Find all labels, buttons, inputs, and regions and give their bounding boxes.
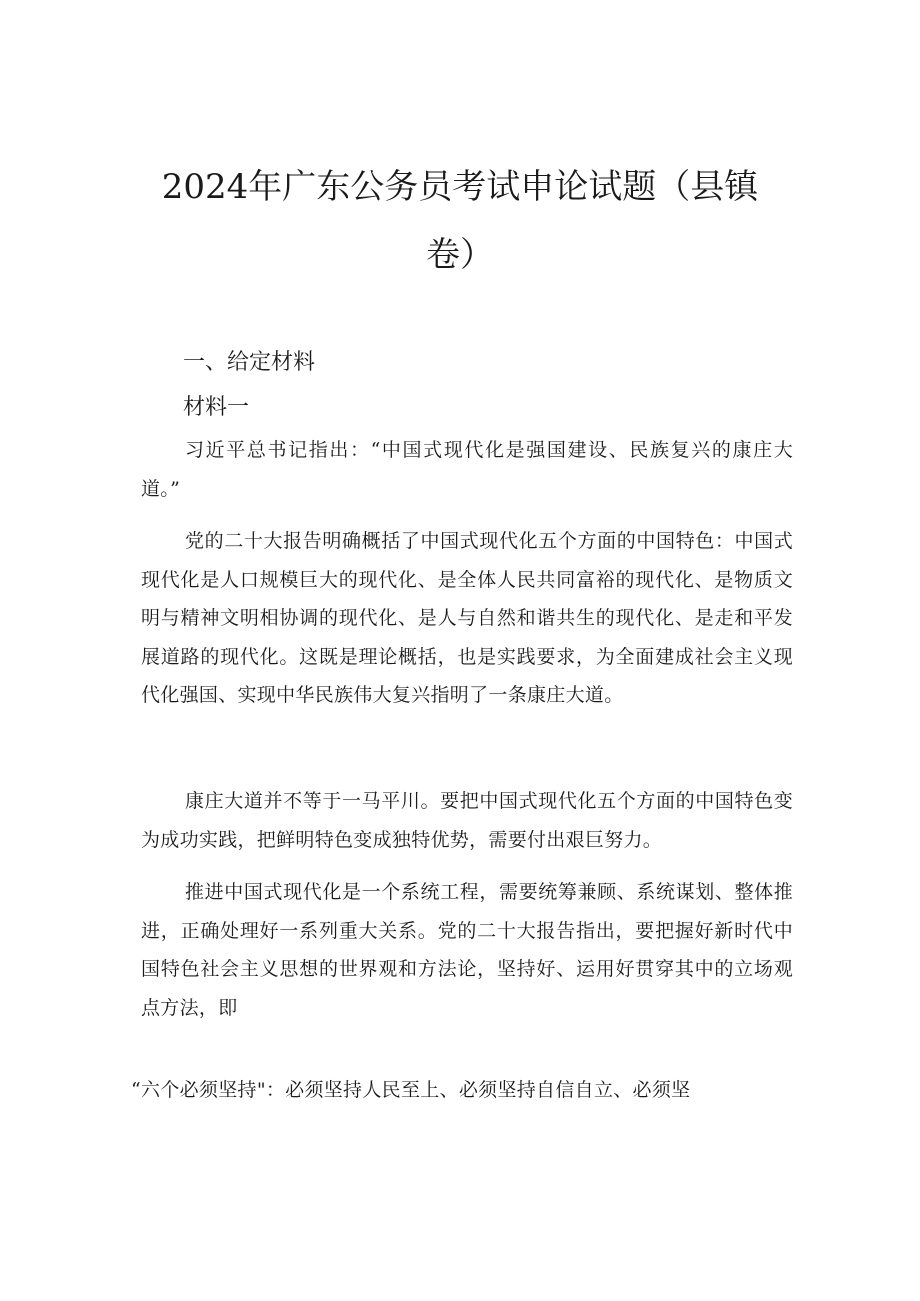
- paragraph-4: 推进中国式现代化是一个系统工程，需要统筹兼顾、系统谋划、整体推进，正确处理好一系列重大关系。党的二十大报告指出，要把握好新时代中国特色社会主义思想的世界观和方法论，坚持好、运用好贯穿其中的立场观点方法，即: [141, 881, 793, 1019]
- document-title-line-1: 2024年广东公务员考试申论试题（县镇: [161, 167, 759, 207]
- paragraph-3: 康庄大道并不等于一马平川。要把中国式现代化五个方面的中国特色变为成功实践，把鲜明特色变成独特优势，需要付出艰巨努力。: [141, 790, 793, 851]
- document-title-line-2: 卷）: [426, 235, 494, 275]
- paragraph-5: “六个必须坚持"：必须坚持人民至上、必须坚持自信自立、必须坚: [131, 1079, 691, 1101]
- material-heading: 材料一: [183, 395, 250, 420]
- paragraph-2: 党的二十大报告明确概括了中国式现代化五个方面的中国特色：中国式现代化是人口规模巨大的现代化、是全体人民共同富裕的现代化、是物质文明与精神文明相协调的现代化、是人与自然和谐共生的现代化、是走和平发展道路的现代化。这既是理论概括，也是实践要求，为全面建成社会主义现代化强国、实现中华民族伟大复兴指明了一条康庄大道。: [141, 530, 793, 706]
- paragraph-1: 习近平总书记指出：“中国式现代化是强国建设、民族复兴的康庄大道。”: [141, 439, 793, 500]
- section-heading: 一、给定材料: [183, 350, 316, 375]
